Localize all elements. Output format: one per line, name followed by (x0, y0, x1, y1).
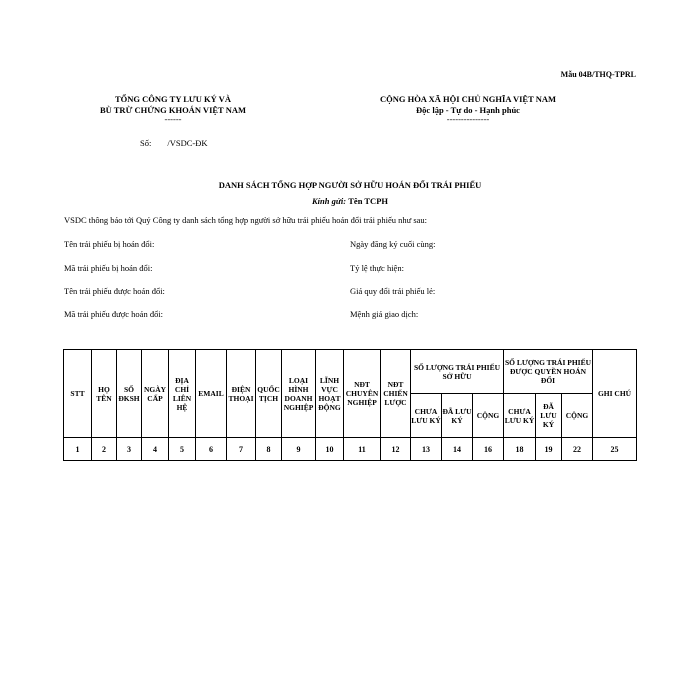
form-code: Mẫu 04B/THQ-TPRL (560, 70, 636, 79)
header-stt: STT (64, 350, 92, 438)
column-number: 8 (256, 438, 282, 461)
national-name: CỘNG HÒA XÃ HỘI CHỦ NGHĨA VIỆT NAM (379, 94, 557, 104)
header-registration-no: SỐ ĐKSH (117, 350, 142, 438)
document-title: DANH SÁCH TỔNG HỢP NGƯỜI SỞ HỮU HOÁN ĐỔI TRÁI PHIẾU (218, 180, 482, 190)
header-notes: GHI CHÚ (593, 350, 637, 438)
column-number: 12 (381, 438, 411, 461)
header-address: ĐỊA CHỈ LIÊN HỆ (169, 350, 196, 438)
column-number: 18 (504, 438, 536, 461)
header-business-field: LĨNH VỰC HOẠT ĐỘNG (316, 350, 344, 438)
field-bond-swapped-code: Mã trái phiếu bị hoán đổi: (64, 263, 153, 273)
header-right-total: CỘNG (562, 394, 593, 438)
document-number (140, 138, 208, 148)
field-face-value: Mệnh giá giao dịch: (350, 309, 419, 319)
column-number: 4 (142, 438, 169, 461)
recipient-line (0, 196, 700, 206)
header-strategic-investor: NĐT CHIẾN LƯỢC (381, 350, 411, 438)
header-issue-date: NGÀY CẤP (142, 350, 169, 438)
column-number: 22 (562, 438, 593, 461)
column-number: 5 (169, 438, 196, 461)
document-number-value: /VSDC-ĐK (167, 138, 208, 148)
org-name-line1: TỔNG CÔNG TY LƯU KÝ VÀ (115, 94, 231, 104)
field-record-date: Ngày đăng ký cuối cùng: (350, 239, 436, 249)
field-ratio: Tỷ lệ thực hiện: (350, 263, 404, 273)
header-nationality: QUỐC TỊCH (256, 350, 282, 438)
column-number: 16 (473, 438, 504, 461)
header-email: EMAIL (196, 350, 227, 438)
header-owned-total: CỘNG (473, 394, 504, 438)
header-right-not-deposited: CHƯA LƯU KÝ (504, 394, 536, 438)
column-number: 9 (282, 438, 316, 461)
header-full-name: HỌ TÊN (92, 350, 117, 438)
national-header (352, 94, 584, 122)
column-number: 11 (344, 438, 381, 461)
national-motto: Độc lập - Tự do - Hạnh phúc (416, 105, 520, 115)
header-phone: ĐIỆN THOẠI (227, 350, 256, 438)
org-name-line2: BÙ TRỪ CHỨNG KHOÁN VIỆT NAM (99, 105, 246, 115)
header-professional-investor: NĐT CHUYÊN NGHIỆP (344, 350, 381, 438)
column-number: 2 (92, 438, 117, 461)
header-right-deposited: ĐÃ LƯU KÝ (536, 394, 562, 438)
header-owned-deposited: ĐÃ LƯU KÝ (442, 394, 473, 438)
field-bond-swapped-name: Tên trái phiếu bị hoán đổi: (64, 239, 155, 249)
column-number-row (64, 438, 637, 461)
national-divider: --------------- (446, 114, 490, 124)
field-bond-received-name: Tên trái phiếu được hoán đổi: (64, 286, 165, 296)
header-bonds-owned: SỐ LƯỢNG TRÁI PHIẾU SỞ HỮU (411, 350, 504, 394)
field-odd-lot-price: Giá quy đổi trái phiếu lẻ: (350, 286, 436, 296)
column-number: 25 (593, 438, 637, 461)
field-bond-received-code: Mã trái phiếu được hoán đổi: (64, 309, 164, 319)
recipient-value: Tên TCPH (348, 196, 389, 206)
header-business-type: LOẠI HÌNH DOANH NGHIỆP (282, 350, 316, 438)
column-number: 13 (411, 438, 442, 461)
column-number: 7 (227, 438, 256, 461)
org-divider: ------ (164, 114, 182, 124)
organization-header (88, 94, 258, 122)
header-bonds-swap-right: SỐ LƯỢNG TRÁI PHIẾU ĐƯỢC QUYỀN HOÁN ĐỔI (504, 350, 593, 394)
column-number: 10 (316, 438, 344, 461)
column-number: 19 (536, 438, 562, 461)
recipient-label: Kính gửi: (311, 196, 347, 206)
column-number: 6 (196, 438, 227, 461)
intro-text: VSDC thông báo tới Quý Công ty danh sách tổng hợp người sở hữu trái phiếu hoán đổi trái phiếu như sau: (64, 215, 428, 225)
column-number: 1 (64, 438, 92, 461)
holders-table (63, 349, 637, 461)
header-owned-not-deposited: CHƯA LƯU KÝ (411, 394, 442, 438)
column-number: 14 (442, 438, 473, 461)
document-number-label: Số: (140, 138, 152, 148)
column-number: 3 (117, 438, 142, 461)
